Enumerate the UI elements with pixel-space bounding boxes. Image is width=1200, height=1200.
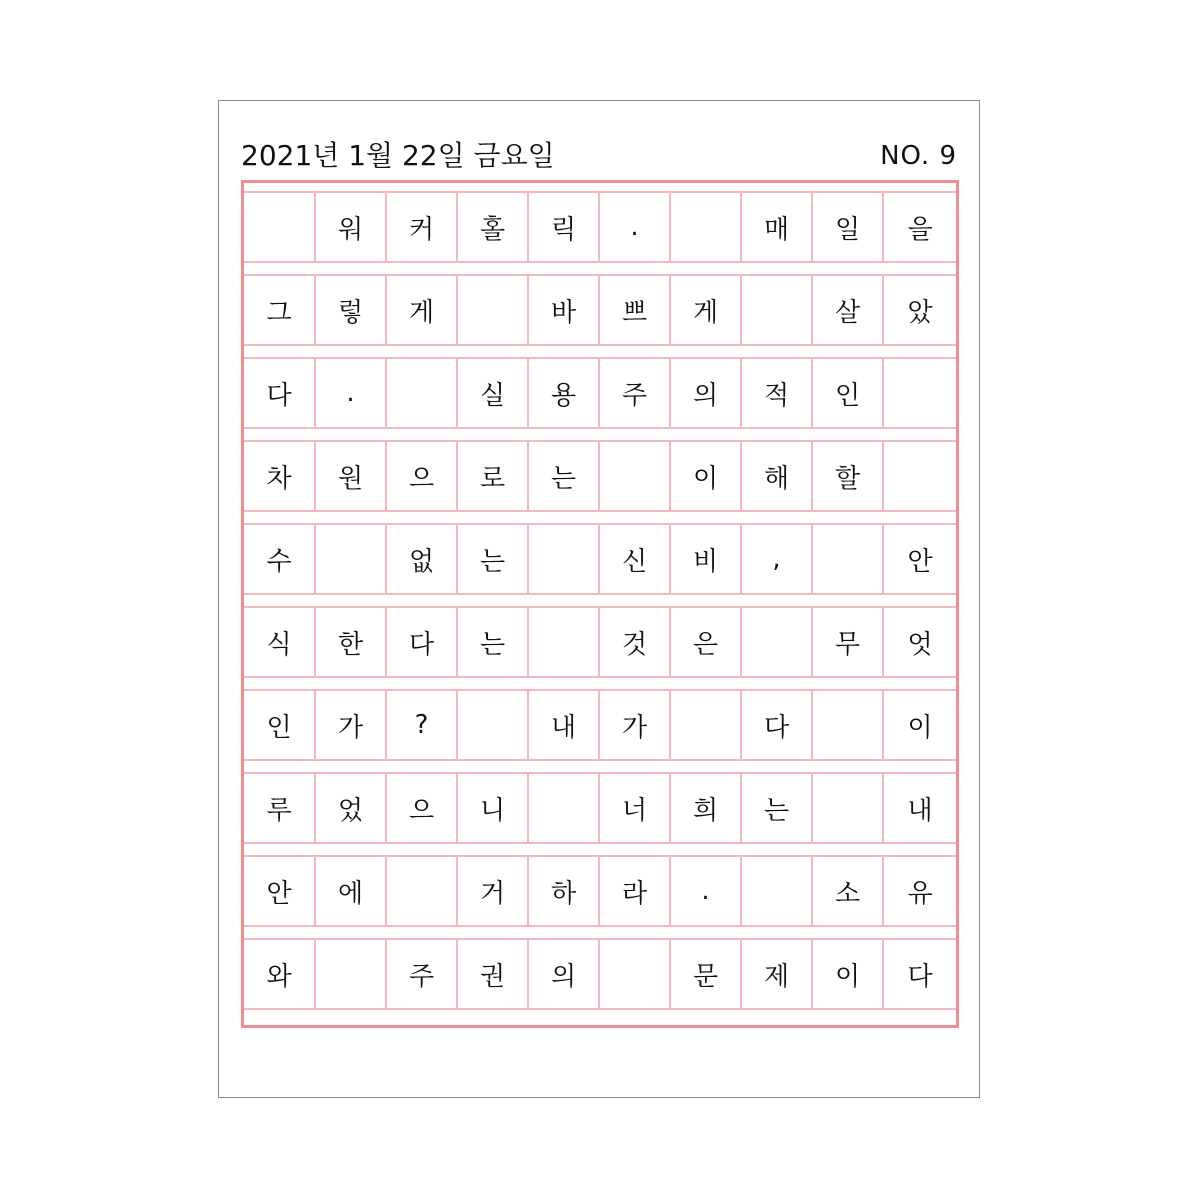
grid-cell (884, 442, 956, 510)
grid-row (244, 523, 956, 595)
entry-date: 2021년 1월 22일 금요일 (241, 139, 555, 172)
grid-cell: . (600, 193, 671, 261)
grid-cell: 신 (600, 525, 671, 593)
grid-cell: 한 (316, 608, 387, 676)
grid-cell: , (742, 525, 813, 593)
manuscript-page (218, 100, 980, 1098)
grid-cell: 가 (600, 691, 671, 759)
grid-cell: 의 (671, 359, 742, 427)
grid-cell: 적 (742, 359, 813, 427)
grid-cell: 릭 (529, 193, 600, 261)
grid-cell: 는 (458, 608, 529, 676)
entry-number: NO. 9 (880, 141, 957, 171)
grid-cell (244, 193, 316, 261)
grid-cell: 엇 (907, 629, 933, 660)
grid-cell: 없 (387, 525, 458, 593)
grid-cell (529, 774, 600, 842)
grid-cell (316, 940, 387, 1008)
grid-cell: 으 (387, 442, 458, 510)
grid-cell: 바 (529, 276, 600, 344)
grid-cell (884, 359, 956, 427)
grid-row (244, 274, 956, 346)
grid-row (244, 191, 956, 263)
grid-cell: 워 (316, 193, 387, 261)
grid-cell: 는 (529, 442, 600, 510)
grid-cell: 식 (244, 608, 316, 676)
grid-cell: 원 (316, 442, 387, 510)
grid-cell: 일 (813, 193, 884, 261)
grid-cell: 해 (742, 442, 813, 510)
grid-cell: 와 (244, 940, 316, 1008)
grid-cell (529, 525, 600, 593)
grid-cell (671, 193, 742, 261)
grid-cell: 매 (742, 193, 813, 261)
grid-cell: 문 (671, 940, 742, 1008)
grid-cell: 의 (529, 940, 600, 1008)
grid-cell (813, 774, 884, 842)
grid-cell: 게 (387, 276, 458, 344)
grid-cell: 었 (316, 774, 387, 842)
grid-cell (387, 857, 458, 925)
grid-cell: 안 (244, 857, 316, 925)
grid-cell: 안 (907, 546, 933, 577)
grid-cell (742, 276, 813, 344)
grid-cell: 는 (458, 525, 529, 593)
grid-cell: 홀 (458, 193, 529, 261)
grid-cell (813, 691, 884, 759)
grid-cell (529, 608, 600, 676)
grid-cell (742, 608, 813, 676)
grid-cell: 가 (316, 691, 387, 759)
grid-cell: . (671, 857, 742, 925)
grid-cell: 커 (387, 193, 458, 261)
grid-cell: 수 (244, 525, 316, 593)
grid-cell: 을 (907, 214, 933, 245)
grid-cell: 너 (600, 774, 671, 842)
grid-cell: 인 (244, 691, 316, 759)
grid-cell: 은 (671, 608, 742, 676)
grid-cell: 그 (244, 276, 316, 344)
grid-cell (600, 442, 671, 510)
grid-cell: 비 (671, 525, 742, 593)
grid-cell: 루 (244, 774, 316, 842)
grid-cell: 살 (813, 276, 884, 344)
grid-cell: 는 (742, 774, 813, 842)
grid-row (244, 855, 956, 927)
grid-cell: 이 (813, 940, 884, 1008)
grid-cell: 다 (907, 961, 933, 992)
grid-cell (742, 857, 813, 925)
grid-cell: 용 (529, 359, 600, 427)
grid-cell: 내 (529, 691, 600, 759)
grid-cell: 희 (671, 774, 742, 842)
grid-row (244, 772, 956, 844)
grid-cell: 유 (907, 878, 933, 909)
grid-cell: 할 (813, 442, 884, 510)
grid-cell: 라 (600, 857, 671, 925)
grid-cell (600, 940, 671, 1008)
grid-cell: 으 (387, 774, 458, 842)
grid-cell: 이 (907, 712, 933, 743)
grid-cell: . (316, 359, 387, 427)
grid-cell: 다 (387, 608, 458, 676)
grid-cell: 권 (458, 940, 529, 1008)
manuscript-grid (241, 180, 959, 1028)
grid-cell: 내 (907, 795, 933, 826)
grid-row (244, 440, 956, 512)
grid-cell (458, 691, 529, 759)
grid-cell: 것 (600, 608, 671, 676)
grid-cell: 니 (458, 774, 529, 842)
grid-cell: 에 (316, 857, 387, 925)
grid-cell: 무 (813, 608, 884, 676)
grid-cell: 게 (671, 276, 742, 344)
grid-cell (813, 525, 884, 593)
grid-cell: 쁘 (600, 276, 671, 344)
grid-cell: 인 (813, 359, 884, 427)
grid-cell: 하 (529, 857, 600, 925)
grid-cell (671, 691, 742, 759)
grid-row (244, 606, 956, 678)
grid-row (244, 689, 956, 761)
grid-cell (458, 276, 529, 344)
grid-cell (316, 525, 387, 593)
grid-cell: 았 (907, 297, 933, 328)
grid-cell: 제 (742, 940, 813, 1008)
grid-cell: ? (387, 691, 458, 759)
grid-cell: 소 (813, 857, 884, 925)
grid-cell: 로 (458, 442, 529, 510)
grid-cell (387, 359, 458, 427)
grid-cell: 다 (244, 359, 316, 427)
grid-cell: 렇 (316, 276, 387, 344)
grid-cell: 실 (458, 359, 529, 427)
grid-cell: 주 (600, 359, 671, 427)
grid-cell: 이 (671, 442, 742, 510)
grid-row (244, 938, 956, 1010)
grid-cell: 다 (742, 691, 813, 759)
grid-cell: 차 (244, 442, 316, 510)
grid-row (244, 357, 956, 429)
grid-cell: 거 (458, 857, 529, 925)
grid-cell: 주 (387, 940, 458, 1008)
